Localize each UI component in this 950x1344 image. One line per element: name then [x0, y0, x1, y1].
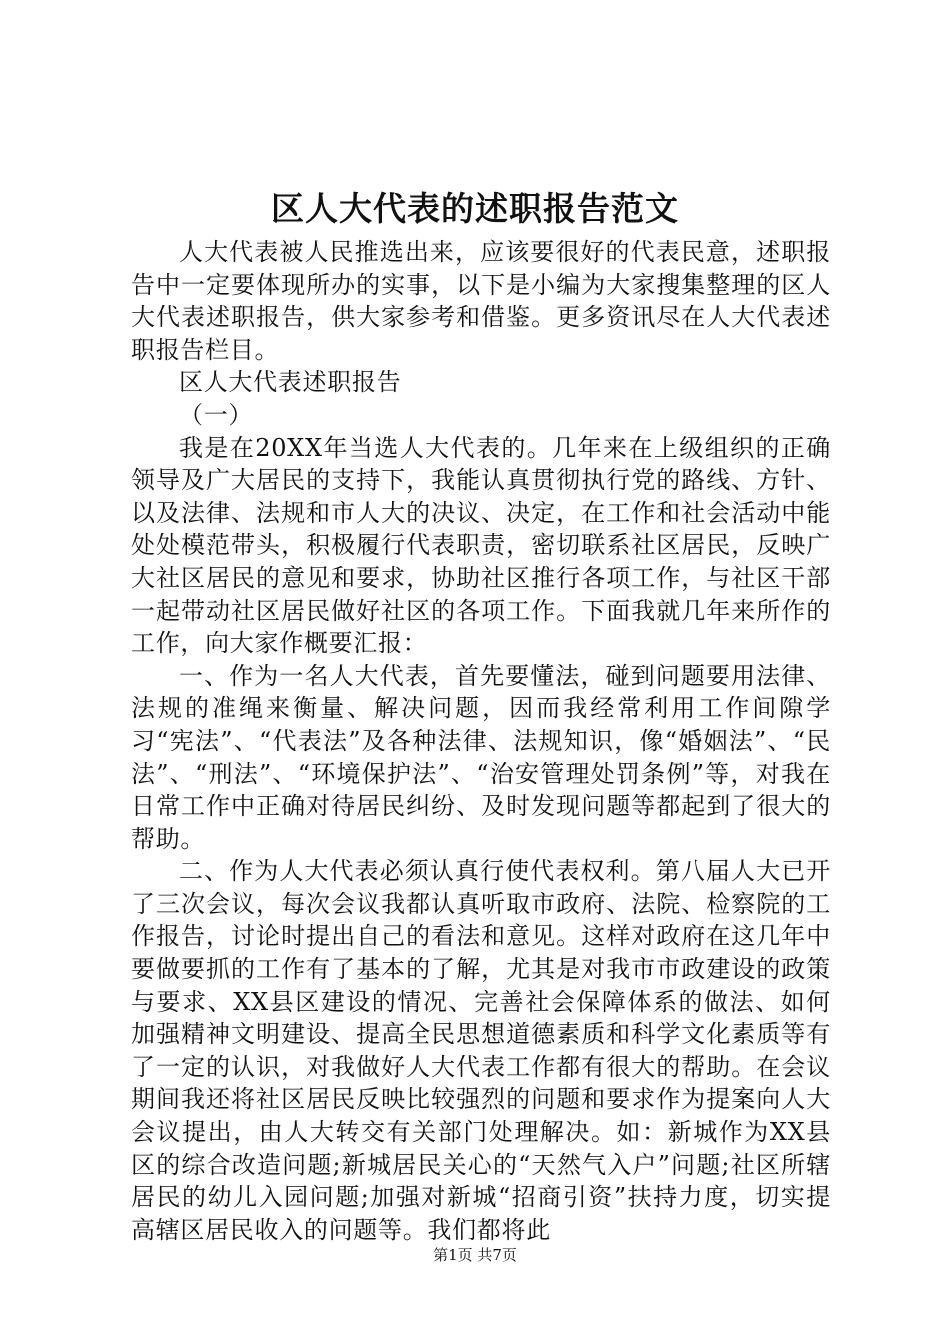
- paragraph-section-heading: 区人大代表述职报告: [179, 368, 402, 397]
- document-body: [131, 236, 831, 1246]
- paragraph-intro: 人大代表被人民推选出来，应该要很好的代表民意，述职报告中一定要体现所办的实事，以下是小编为大家搜集整理的区人大代表述职报告，供大家参考和借鉴。更多资讯尽在人大代表述职报告栏目。: [131, 238, 831, 364]
- paragraph-body-3: 二、作为人大代表必须认真行使代表权利。第八届人大已开了三次会议，每次会议我都认真听取市政府、法院、检察院的工作报告，讨论时提出自己的看法和意见。这样对政府在这几年中要做要抓的工作有了基本的了解，尤其是对我市市政建设的政策与要求、XX县区建设的情况、完善社会保障体系的做法、如何加强精神文明建设、提高全民思想道德素质和科学文化素质等有了一定的认识，对我做好人大代表工作都有很大的帮助。在会议期间我还将社区居民反映比较强烈的问题和要求作为提案向人大会议提出，由人大转交有关部门处理解决。如：新城作为XX县区的综合改造问题;新城居民关心的“天然气入户”问题;社区所辖居民的幼儿入园问题;加强对新城“招商引资”扶持力度，切实提高辖区居民收入的问题等。我们都将此: [131, 857, 831, 1244]
- paragraph-part-number: （一）: [179, 400, 254, 429]
- page-footer: 第1页 共7页: [433, 1246, 517, 1264]
- paragraph-body-1: 我是在20XX年当选人大代表的。几年来在上级组织的正确领导及广大居民的支持下，我能认真贯彻执行党的路线、方针、以及法律、法规和市人大的决议、决定，在工作和社会活动中能处处模范带头，积极履行代表职责，密切联系社区居民，反映广大社区居民的意见和要求，协助社区推行各项工作，与社区干部一起带动社区居民做好社区的各项工作。下面我就几年来所作的工作，向大家作概要汇报：: [131, 433, 831, 658]
- paragraph-body-2: 一、作为一名人大代表，首先要懂法，碰到问题要用法律、法规的准绳来衡量、解决问题，因而我经常利用工作间隙学习“宪法”、“代表法”及各种法律、法规知识，像“婚姻法”、“民法”、“刑法”、“环境保护法”、“治安管理处罚条例”等，对我在日常工作中正确对待居民纠纷、及时发现问题等都起到了很大的帮助。: [131, 661, 831, 853]
- document-title: 区人大代表的述职报告范文: [271, 189, 679, 228]
